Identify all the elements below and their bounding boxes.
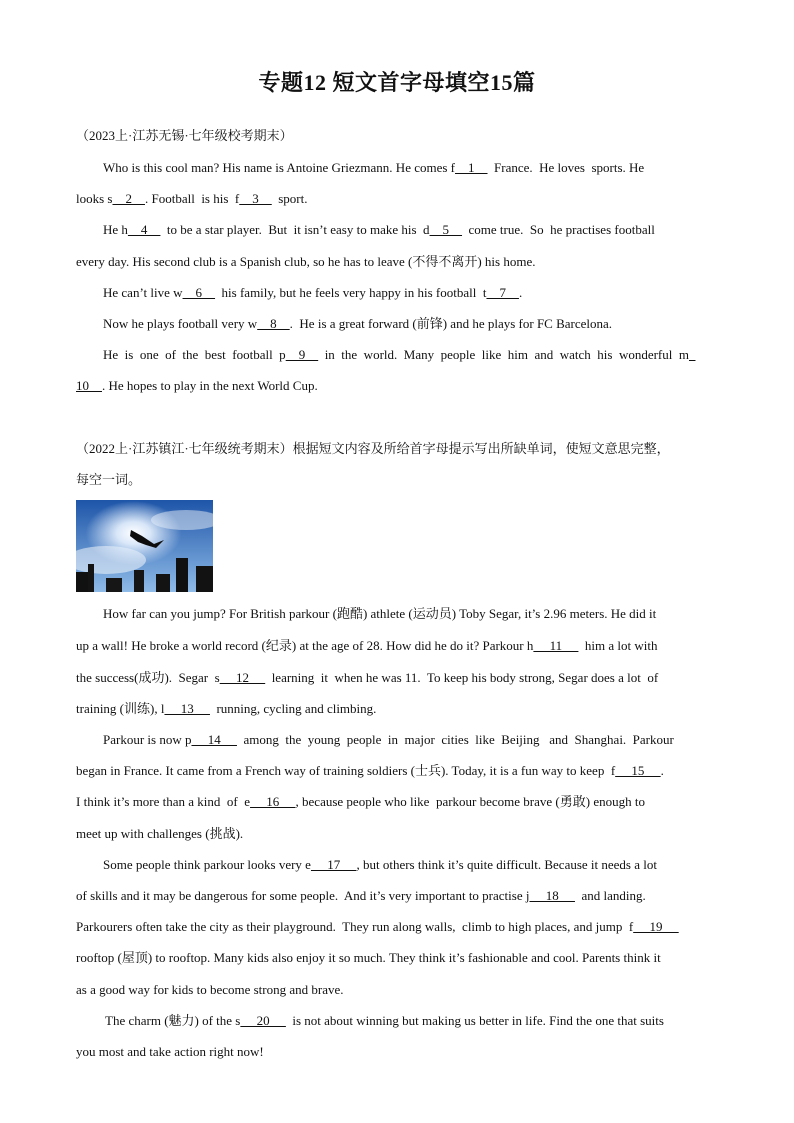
blank-8[interactable]: 8	[257, 316, 290, 331]
text-segment: .	[518, 285, 523, 300]
passage1-line-8	[76, 378, 318, 394]
text-segment: him a lot with	[578, 638, 658, 653]
text-segment: come true. So he practises football	[462, 222, 655, 237]
text-segment: Parkour is now p	[103, 732, 192, 747]
passage1-source: （2023上·江苏无锡·七年级校考期末）	[76, 128, 293, 143]
text-segment: I think it’s more than a kind of e	[76, 794, 251, 809]
text-segment: his family, but he feels very happy in his football t	[215, 285, 487, 300]
text-segment: France. He loves sports. He	[487, 160, 645, 175]
blank-2[interactable]: 2	[112, 191, 145, 206]
blank-19[interactable]: 19	[633, 919, 679, 934]
text-segment: . He hopes to play in the next World Cup.	[102, 378, 318, 393]
blank-18[interactable]: 18	[529, 888, 575, 903]
blank-6[interactable]: 6	[182, 285, 216, 300]
parkour-jumper-photo	[76, 500, 213, 592]
text-segment: Some people think parkour looks very e	[103, 857, 311, 872]
blank-5[interactable]: 5	[429, 222, 463, 237]
passage2-line-5	[103, 732, 674, 748]
passage2-line-10	[76, 888, 646, 904]
text-segment: sport.	[271, 191, 308, 206]
text-segment: He can’t live w	[103, 285, 183, 300]
text-segment: learning it when he was 11. To keep his body strong, Segar does a lot of	[265, 670, 659, 685]
text-segment: looks s	[76, 191, 113, 206]
passage2-line-8: meet up with challenges (挑战).	[76, 826, 244, 841]
text-segment: , because people who like parkour become brave (勇敢) enough to	[295, 794, 645, 809]
passage2-line-3	[76, 670, 658, 686]
passage1-line-4: every day. His second club is a Spanish club, so he has to leave (不得不离开) his home.	[76, 254, 536, 269]
text-segment: .	[660, 763, 664, 778]
text-segment: The charm (魅力) of the s	[105, 1013, 241, 1028]
text-segment: of skills and it may be dangerous for some people. And it’s very important to practise j	[76, 888, 530, 903]
passage2-line-4	[76, 701, 376, 717]
passage2-line-6	[76, 763, 664, 779]
passage2-line-9	[103, 857, 657, 873]
passage2-line-13: as a good way for kids to become strong and brave.	[76, 982, 344, 997]
passage2-instruction-end: 每空一词。	[76, 472, 142, 487]
text-segment: the success(成功). Segar s	[76, 670, 220, 685]
page-title: 专题12 短文首字母填空15篇	[258, 70, 536, 95]
text-segment: in the world. Many people like him and watch his wonderful m	[318, 347, 689, 362]
blank-11[interactable]: 11	[533, 638, 579, 653]
blank-16[interactable]: 16	[250, 794, 296, 809]
text-segment: to be a star player. But it isn’t easy to make his d	[160, 222, 430, 237]
text-segment: among the young people in major cities like Beijing and Shanghai. Parkour	[236, 732, 674, 747]
text-segment: He is one of the best football p	[103, 347, 286, 362]
text-segment: Who is this cool man? His name is Antoine Griezmann. He comes f	[103, 160, 456, 175]
passage2-line-11	[76, 919, 679, 935]
text-segment: and landing.	[574, 888, 646, 903]
text-segment: Now he plays football very w	[103, 316, 258, 331]
passage1-line-5	[103, 285, 522, 301]
blank-17[interactable]: 17	[310, 857, 357, 872]
photo-icon	[76, 500, 213, 592]
blank-10[interactable]: 10	[76, 378, 102, 393]
blank-10-start[interactable]	[689, 347, 696, 362]
blank-9[interactable]: 9	[285, 347, 319, 362]
passage2-line-15: you most and take action right now!	[76, 1044, 264, 1059]
text-segment: up a wall! He broke a world record (纪录) at the age of 28. How did he do it? Parkour h	[76, 638, 534, 653]
text-segment: running, cycling and climbing.	[209, 701, 377, 716]
blank-4[interactable]: 4	[127, 222, 161, 237]
passage2-line-2	[76, 638, 658, 654]
text-segment: is not about winning but making us better in life. Find the one that suits	[285, 1013, 664, 1028]
text-segment: . Football is his f	[144, 191, 240, 206]
passage1-line-7	[103, 347, 695, 363]
blank-12[interactable]: 12	[219, 670, 266, 685]
text-segment: began in France. It came from a French way of training soldiers (士兵). Today, it is a fun way to keep f	[76, 763, 616, 778]
blank-3[interactable]: 3	[239, 191, 272, 206]
passage1-line-2	[76, 191, 308, 207]
text-segment: training (训练), l	[76, 701, 165, 716]
blank-13[interactable]: 13	[164, 701, 210, 716]
text-segment: Parkourers often take the city as their playground. They run along walls, climb to high places, and jump f	[76, 919, 634, 934]
passage1-line-3	[103, 222, 655, 238]
passage2-line-7	[76, 794, 645, 810]
text-segment: , but others think it’s quite difficult. Because it needs a lot	[356, 857, 657, 872]
text-segment: He h	[103, 222, 128, 237]
passage1-line-1	[103, 160, 644, 176]
blank-20[interactable]: 20	[240, 1013, 286, 1028]
passage2-source: （2022上·江苏镇江·七年级统考期末）根据短文内容及所给首字母提示写出所缺单词，使短文意思完整，	[76, 441, 670, 456]
blank-15[interactable]: 15	[615, 763, 661, 778]
blank-7[interactable]: 7	[486, 285, 519, 300]
passage2-line-12: rooftop (屋顶) to rooftop. Many kids also enjoy it so much. They think it’s fashionable and cool. Parents think it	[76, 950, 661, 965]
blank-14[interactable]: 14	[191, 732, 237, 747]
passage2-line-14	[105, 1013, 664, 1029]
text-segment: . He is a great forward (前锋) and he plays for FC Barcelona.	[289, 316, 613, 331]
blank-1[interactable]: 1	[455, 160, 488, 175]
passage2-line-1: How far can you jump? For British parkour (跑酷) athlete (运动员) Toby Segar, it’s 2.96 meters. He did it	[103, 606, 657, 621]
passage1-line-6	[103, 316, 612, 332]
